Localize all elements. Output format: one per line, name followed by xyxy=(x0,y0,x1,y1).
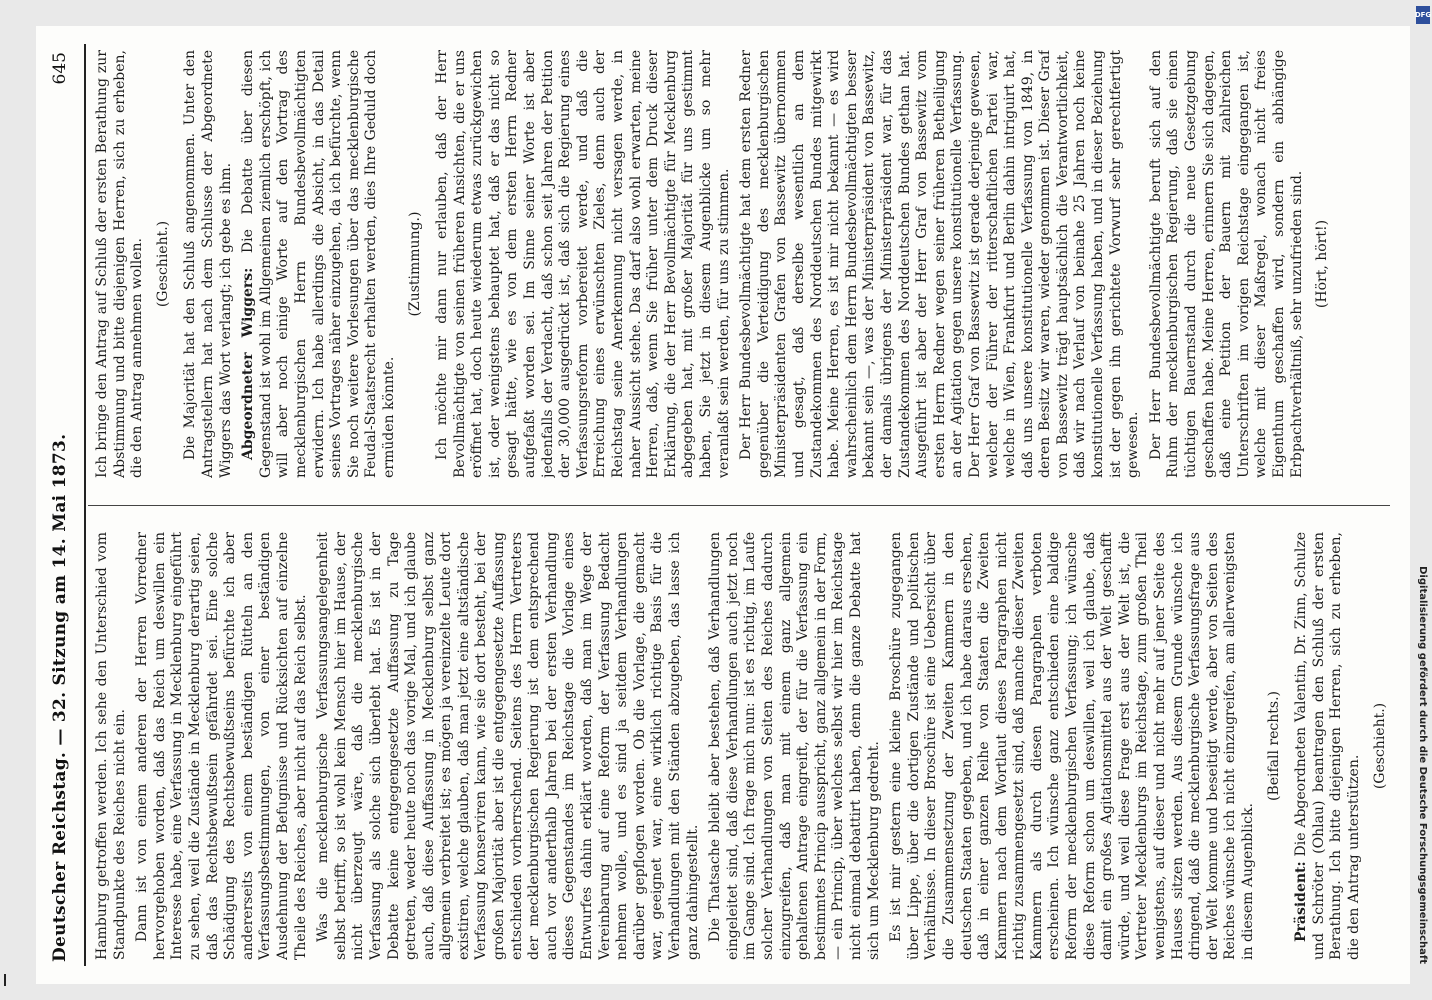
text-column-left xyxy=(94,532,1394,960)
scanned-page xyxy=(36,26,1410,984)
stage-direction xyxy=(1314,50,1332,478)
dfg-logo: DFG xyxy=(1416,6,1430,24)
paragraph-text: Die Thatsache bleibt aber bestehen, daß Verhandlungen eingeleitet sind, daß diese Verhandlungen auch jetzt noch im Gange sind. Ich frage mich nun: ist es richtig, im Laufe solcher Verhandlungen von Seiten des Reiches dadurch einzugreifen, daß man mit einem ganz allgemein gehaltenen Antrage eingreift, der für die Verfassung ein bestimmtes Princip ausspricht, ganz allgemein in der Form, — ein Princip, über welches selbst wir hier im Reichstage nicht einmal debattirt haben, denn die ganze Debatte hat sich um Mecklenburg gedreht. xyxy=(707,532,882,960)
text-column-right xyxy=(94,50,1394,478)
margin-credit-text: Digitalisierung gefördert durch die Deutsche Forschungsgemeinschaft xyxy=(1417,566,1428,964)
paragraph-text: Es ist mir gestern eine kleine Broschüre zugegangen über Lippe, über die dortigen Zustände und politischen Verhältnisse. In dieser Broschüre ist eine Uebersicht über die Zusammensetzung der Zweiten Kammern in den deutschen Staaten gegeben, und ich habe daraus ersehen, daß in einer ganzen Reihe von Staaten die Zweiten Kammern nach dem Wortlaut dieses Paragraphen nicht richtig zusammengesetzt sind, daß manche dieser Zweiten Kammern als durch diesen Paragraphen verboten erscheinen. Ich wünsche ganz entschieden eine baldige Reform der mecklenburgischen Verfassung; ich wünsche diese Reform schon um deswillen, weil ich glaube, daß damit ein großes Agitationsmittel aus der Welt geschafft würde, und weil diese Frage erst aus der Welt ist, die Vertreter Mecklenburgs im Reichstage, zum großen Theil wenigstens, auf dieser und nicht mehr auf jener Seite des Hauses sitzen werden. Aus diesem Grunde wünsche ich dringend, daß die mecklenburgische Verfassungsfrage aus der Welt komme und beseitigt werde, aber von Seiten des Reiches wünsche ich nicht einzugreifen, am allerwenigsten in diesem Augenblick. xyxy=(888,532,1256,960)
paragraph-text: Der Herr Bundesbevollmächtigte hat dem ersten Redner gegenüber die Verteidigung des mecklenburgischen Ministerpräsidenten Grafen von Bassewitz übernommen und gesagt, daß derselbe wesentlich an dem Zustandekommen des Norddeutschen Bundes mitgewirkt habe. Meine Herren, es ist mir nicht bekannt — es wird wahrscheinlich dem Herrn Bundesbevollmächtigten besser bekannt sein —, was der Ministerpräsident von Bassewitz, der damals übrigens der Ministerpräsident war, für das Zustandekommen des Norddeutschen Bundes gethan hat. Ausgeführt ist aber der Herr Graf von Bassewitz vom ersten Herrn Redner wegen seiner früheren Betheiligung an der Agitation gegen unsere konstitutionelle Verfassung. Der Herr Graf von Bassewitz ist gerade derjenige gewesen, welcher der Führer der ritterschaftlichen Partei war, welche in Wien, Frankfurt und Berlin dahin intriguirt hat, daß uns unsere konstitutionelle Verfassung von 1849, in deren Besitz wir waren, wieder genommen ist. Dieser Graf von Bassewitz trägt hauptsächlich die Verantwortlichkeit, daß wir nach Verlauf von beinahe 25 Jahren noch keine konstitutionelle Verfassung haben, und in dieser Beziehung ist der gegen ihn gerichtete Vorwurf sehr gerechtfertigt gewesen. xyxy=(738,50,1142,478)
paragraph-text: (Hört, hört!) xyxy=(1314,219,1331,309)
margin-credit xyxy=(1414,26,1430,984)
paragraph xyxy=(94,532,129,960)
paragraph xyxy=(182,50,235,478)
paragraph xyxy=(134,532,310,960)
paragraph-text: Der Herr Bundesbevollmächtigte beruft sich auf den Ruhm der mecklenburgischen Regierung, daß sie einen tüchtigen Bauernstand durch die neue Gesetzgebung geschaffen habe. Meine Herren, erinnern Sie sich dagegen, daß eine Petition der Bauern mit zahlreichen Unterschriften im vorigen Reichstage eingegangen ist, welche mit dieser Maßregel, wonach nicht freies Eigenthum geschaffen wird, sondern ein abhängige Erbpachtverhältniß, sehr unzufrieden sind. xyxy=(1147,50,1305,478)
scan-mark xyxy=(4,974,6,986)
paragraph xyxy=(94,50,147,478)
paragraph-text: Dann ist von einem anderen der Herren Vorredner hervorgehoben worden, daß das Reich um deswillen ein Interesse habe, eine Verfassung in Mecklenburg eingeführt zu sehen, weil die Zustände in Mecklenburg derartig seien, daß das Rechtsbewußtsein gefährdet sei. Eine solche Schädigung des Rechtsbewußtseins befürchte ich aber andererseits von einem beständigen Rütteln an den Verfassungsbestimmungen, von einer beständigen Ausdehnung der Befugnisse und Rücksichten auf einzelne Theile des Reiches, aber nicht auf das Reich selbst. xyxy=(134,532,309,960)
paragraph xyxy=(1148,50,1306,478)
paragraph-text: Hamburg getroffen werden. Ich sehe den Unterschied vom Standpunkte des Reiches nicht ein. xyxy=(94,532,128,960)
stage-direction xyxy=(155,50,173,478)
paragraph xyxy=(434,50,733,478)
paragraph xyxy=(738,50,1143,478)
speaker-name: Präsident: xyxy=(1293,861,1310,942)
page-number: 645 xyxy=(50,52,70,85)
speaker-name: Abgeordneter Wiggers: xyxy=(240,267,257,460)
column-divider xyxy=(88,505,1390,506)
paragraph-text: Ich bringe den Antrag auf Schluß der ersten Berathung zur Abstimmung und bitte diejenigen Herren, sich zu erheben, die den Antrag annehmen wollen. xyxy=(94,50,146,478)
paragraph xyxy=(315,532,702,960)
paragraph-text: (Zustimmung.) xyxy=(406,211,423,317)
paragraph-text: Die Majorität hat den Schluß angenommen. Unter den Antragstellern hat nach dem Schlusse der Abgeordnete Wiggers das Wort verlangt; ich gebe es ihm. xyxy=(182,50,234,478)
paragraph-text: Die Debatte über diesen Gegenstand ist wohl im Allgemeinen ziemlich erschöpft, ich will aber noch einige Worte auf den Vortrag des mecklenburgischen Herrn Bundesbevollmächtigten erwidern. Ich habe allerdings die Absicht, in das Detail seines Vortrages näher einzugehen, da ich befürchte, wenn Sie noch weitere Vorlesungen über das mecklenburgische Feudal-Staatsrecht erhalten werden, dies Ihre Geduld doch ermüden könnte. xyxy=(240,50,397,478)
stage-direction xyxy=(1372,532,1390,960)
paragraph-text: (Geschieht.) xyxy=(154,220,171,308)
paragraph-text: Die Abgeordneten Valentin, Dr. Zinn, Schulze und Schröter (Ohlau) beantragen den Schluß der ersten Berathung. Ich bitte diejenigen Herren, sich zu erheben, die den Antrag unterstützen. xyxy=(1293,532,1362,960)
header-rule xyxy=(84,44,86,966)
stage-direction xyxy=(407,50,425,478)
paragraph xyxy=(1293,532,1363,960)
paragraph xyxy=(240,50,398,478)
stage-direction xyxy=(1266,532,1284,960)
running-head: Deutscher Reichstag. — 32. Sitzung am 14. Mai 1873. xyxy=(50,433,70,962)
paragraph xyxy=(888,532,1257,960)
paragraph xyxy=(707,532,883,960)
paragraph-text: (Beifall rechts.) xyxy=(1265,691,1282,802)
paragraph-text: Was die mecklenburgische Verfassungsangelegenheit selbst betrifft, so ist wohl kein Mensch hier im Hause, der nicht überzeugt wäre, daß die mecklenburgische Verfassung als solche sich überlebt hat. Es ist in der Debatte keine entgegengesetzte Auffassung zu Tage getreten, weder heute noch das vorige Mal, und ich glaube auch, daß diese Auffassung in Mecklenburg selbst ganz allgemein verbreitet ist; es mögen ja vereinzelte Leute dort existiren, welche glauben, daß man jetzt eine altständische Verfassung konserviren kann, wie sie dort besteht, bei der großen Majorität aber ist die entgegengesetzte Auffassung entschieden vorherrschend. Seitens des Herrn Vertreters der mecklenburgischen Regierung ist dem entsprechend auch vor anderthalb Jahren bei der ersten Verhandlung dieses Gegenstandes im Reichstage die Vorlage eines Entwurfes dahin erklärt worden, daß man im Wege der Vereinbarung auf eine Reform der Verfassung Bedacht nehmen wolle, und es sind ja seitdem Verhandlungen darüber gepflogen worden. Ob die Vorlage, die gemacht war, geeignet war, eine wirklich richtige Basis für die Verhandlungen mit den Ständen abzugeben, das lasse ich ganz dahingestellt. xyxy=(315,532,701,960)
paragraph-text: (Geschieht.) xyxy=(1371,702,1388,790)
page-sheet xyxy=(36,26,1410,984)
paragraph-text: Ich möchte mir dann nur erlauben, daß der Herr Bevollmächtigte von seinen früheren Ansichten, die er uns eröffnet hat, doch heute wiederum etwas zurückgewichen ist, oder wenigstens behauptet hat, daß er das nicht so gesagt hätte, wie es von dem ersten Herrn Redner aufgefaßt worden sei. Im Sinne seiner Worte ist aber jedenfalls der Verdacht, daß schon seit Jahren der Petition der 30,000 ausgedrückt ist, daß sich die Regierung eines Verfassungsreform vorbereitet werde, und daß die Erreichung eines erwünschten Zieles, denn auch der Reichstag seine Anerkennung nicht versagen werde, in naher Aussicht stehe. Das darf also wohl erwarten, meine Herren, daß, wenn Sie früher unter dem Druck dieser Erklärung, die der Herr Bevollmächtigte für Mecklenburg abgegeben hat, mit großer Majorität für uns gestimmt haben, Sie jetzt in diesem Augenblicke um so mehr veranlaßt sein werden, für uns zu stimmen. xyxy=(434,50,732,478)
